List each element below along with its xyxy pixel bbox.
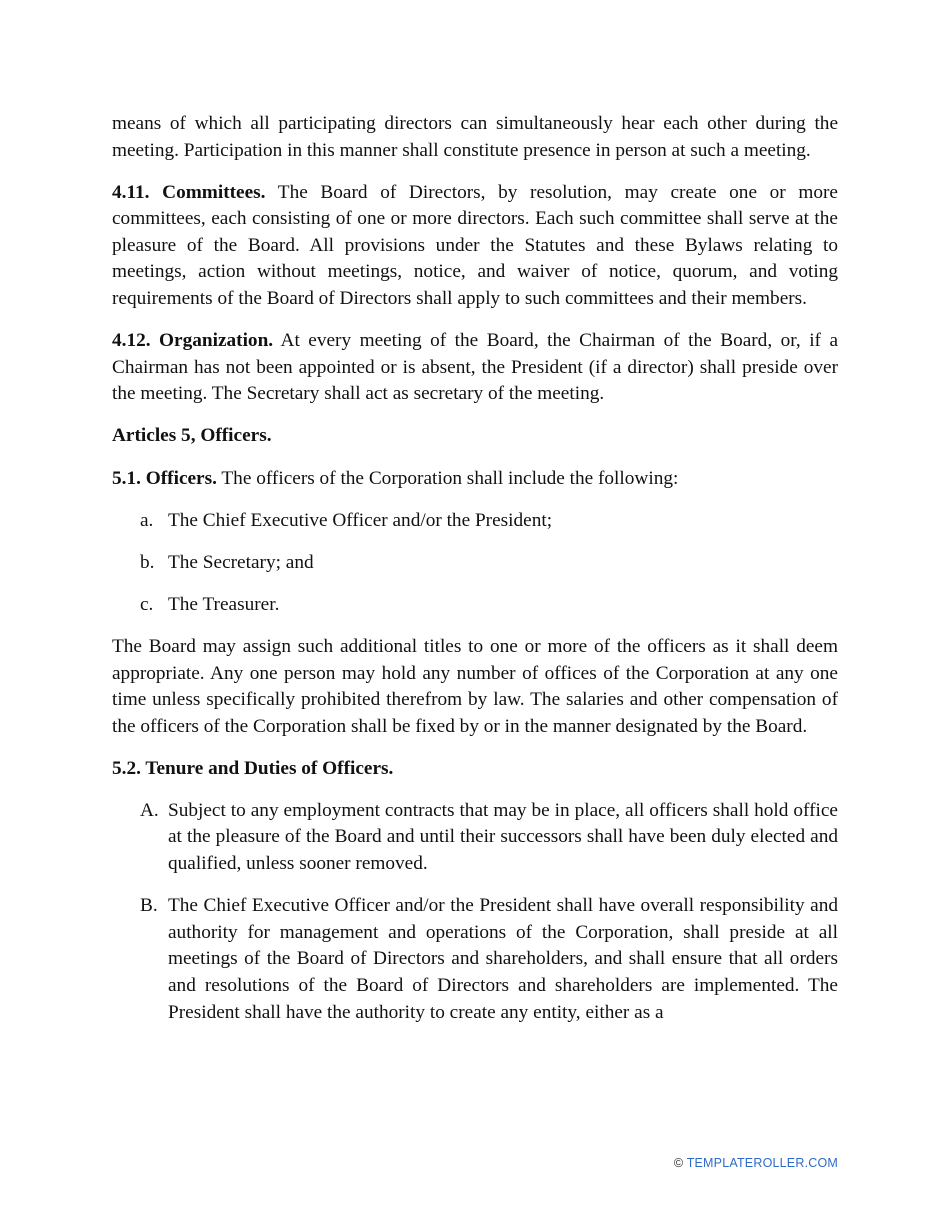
officers-list [112, 508, 838, 619]
section-4-11-paragraph [112, 180, 838, 313]
list-marker: a. [140, 509, 154, 531]
footer-watermark [674, 1156, 838, 1170]
list-marker: B. [140, 895, 158, 917]
section-4-12-heading: 4.12. Organization. [112, 330, 274, 352]
list-item [112, 798, 838, 878]
list-item [112, 893, 838, 1026]
list-marker: c. [140, 593, 154, 615]
section-5-1-body: The officers of the Corporation shall include the following: [216, 467, 679, 489]
section-5-1-closing-paragraph: The Board may assign such additional titles to one or more of the officers as it shall deem appropriate. Any one person may hold any number of offices of the Corporation at any one time unless specifically prohibited therefrom by law. The salaries and other compensation of the officers of the Corporation shall be fixed by or in the manner designated by the Board. [112, 635, 838, 737]
section-5-1-heading: 5.1. Officers. [112, 467, 217, 489]
list-marker: b. [140, 551, 155, 573]
section-5-1-paragraph [112, 466, 838, 493]
list-marker: A. [140, 799, 159, 821]
list-item [112, 550, 838, 577]
tenure-duties-list [112, 798, 838, 1026]
list-item-text: The Secretary; and [168, 551, 314, 573]
article-5-heading: Articles 5, Officers. [112, 425, 272, 447]
section-4-11-body: The Board of Directors, by resolution, may create one or more committees, each consisting of one or more directors. Each such committee shall serve at the pleasure of the Board. All provisions under the Statutes and these Bylaws relating to meetings, action without meetings, notice, and waiver of notice, quorum, and voting requirements of the Board of Directors shall apply to such committees and their members. [112, 181, 838, 310]
templateroller-link[interactable]: TEMPLATEROLLER.COM [686, 1156, 838, 1170]
list-item-text: Subject to any employment contracts that may be in place, all officers shall hold office at the pleasure of the Board and until their successors shall have been duly elected and qualified, unless sooner removed. [168, 799, 838, 875]
list-item-text: The Treasurer. [168, 593, 280, 615]
copyright-symbol: © [673, 1156, 684, 1170]
document-page [112, 111, 838, 1042]
section-4-12-body: At every meeting of the Board, the Chairman of the Board, or, if a Chairman has not been appointed or is absent, the President (if a director) shall preside over the meeting. The Secretary shall act as secretary of the meeting. [112, 330, 839, 405]
section-4-11-heading: 4.11. Committees. [112, 181, 266, 203]
section-4-12-paragraph [112, 328, 838, 408]
list-item [112, 592, 838, 619]
section-5-2-heading: 5.2. Tenure and Duties of Officers. [112, 757, 394, 779]
list-item-text: The Chief Executive Officer and/or the President; [168, 509, 553, 531]
list-item-text: The Chief Executive Officer and/or the President shall have overall responsibility and authority for management and operations of the Corporation, shall preside at all meetings of the Board of Directors and shareholders, and shall ensure that all orders and resolutions of the Board of Directors and shareholders are implemented. The President shall have the authority to create any entity, either as a [168, 895, 838, 1023]
list-item [112, 508, 838, 535]
continuation-paragraph: means of which all participating directors can simultaneously hear each other during the meeting. Participation in this manner shall constitute presence in person at such a meeting. [112, 113, 838, 161]
